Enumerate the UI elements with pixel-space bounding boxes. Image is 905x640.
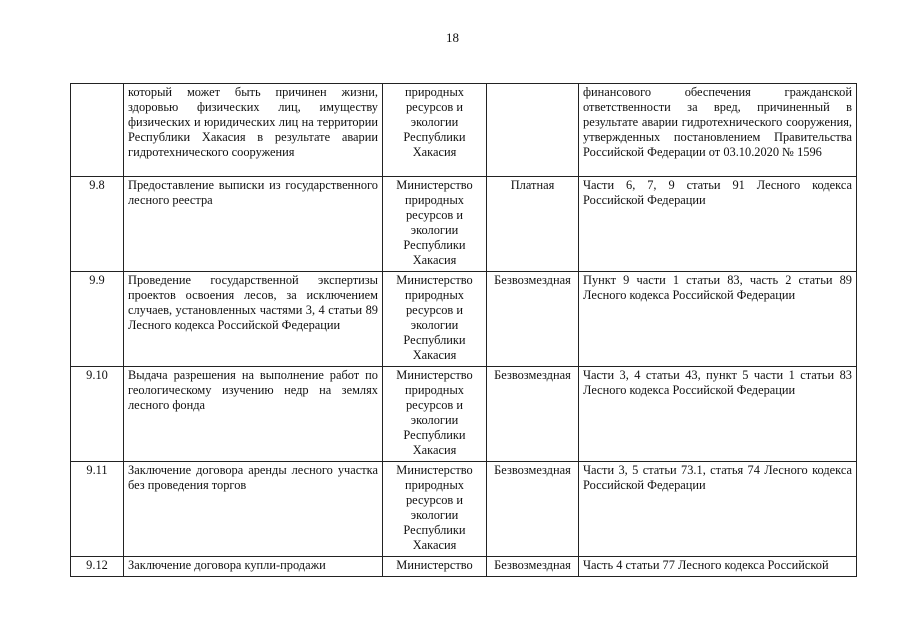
row-number-text: 9.12 (86, 558, 108, 572)
page-number: 18 (446, 30, 459, 45)
fee-type: Безвозмездная (487, 367, 579, 462)
table-row (71, 84, 857, 177)
table-row (71, 462, 857, 557)
row-number (71, 557, 124, 577)
services-table (70, 83, 857, 577)
fee-type: Платная (487, 177, 579, 272)
fee-type (487, 557, 579, 577)
row-number: 9.10 (71, 367, 124, 462)
table-row (71, 177, 857, 272)
table-row (71, 272, 857, 367)
row-number: 9.8 (71, 177, 124, 272)
legal-basis-text: Часть 4 статьи 77 Лесного кодекса Российской (583, 558, 829, 572)
fee-type: Безвозмездная (487, 462, 579, 557)
service-name: Проведение государственной экспертизы проектов освоения лесов, за исключением случаев, установленных частями 3, 4 статьи 89 Лесного кодекса Российской Федерации (124, 272, 383, 367)
service-name: Заключение договора аренды лесного участка без проведения торгов (124, 462, 383, 557)
authority-name: Министерство природных ресурсов и экологии Республики Хакасия (383, 367, 487, 462)
authority-name: Министерство природных ресурсов и экологии Республики Хакасия (383, 462, 487, 557)
legal-basis: Пункт 9 части 1 статьи 83, часть 2 статьи 89 Лесного кодекса Российской Федерации (579, 272, 857, 367)
service-name: который может быть причинен жизни, здоровью физических лиц, имуществу физических и юридических лиц на территории Республики Хакасия в результате аварии гидротехнического сооружения (124, 84, 383, 177)
service-name-text: Заключение договора купли-продажи (128, 558, 326, 572)
service-name (124, 557, 383, 577)
table-row (71, 367, 857, 462)
authority-name-text: Министерство (396, 558, 473, 572)
service-name: Предоставление выписки из государственного лесного реестра (124, 177, 383, 272)
fee-type-text: Безвозмездная (494, 558, 571, 572)
service-name: Выдача разрешения на выполнение работ по геологическому изучению недр на землях лесного фонда (124, 367, 383, 462)
fee-type (487, 84, 579, 177)
row-number: 9.9 (71, 272, 124, 367)
table-row (71, 557, 857, 577)
fee-type: Безвозмездная (487, 272, 579, 367)
row-number: 9.11 (71, 462, 124, 557)
row-number (71, 84, 124, 177)
authority-name (383, 557, 487, 577)
legal-basis: Части 3, 5 статьи 73.1, статья 74 Лесного кодекса Российской Федерации (579, 462, 857, 557)
authority-name: природных ресурсов и экологии Республики Хакасия (383, 84, 487, 177)
legal-basis: финансового обеспечения гражданской ответственности за вред, причиненный в результате аварии гидротехнического сооружения, утвержденных постановлением Правительства Российской Федерации от 03.10.2020 № 1596 (579, 84, 857, 177)
legal-basis (579, 557, 857, 577)
legal-basis: Части 3, 4 статьи 43, пункт 5 части 1 статьи 83 Лесного кодекса Российской Федерации (579, 367, 857, 462)
authority-name: Министерство природных ресурсов и экологии Республики Хакасия (383, 272, 487, 367)
authority-name: Министерство природных ресурсов и экологии Республики Хакасия (383, 177, 487, 272)
legal-basis: Части 6, 7, 9 статьи 91 Лесного кодекса Российской Федерации (579, 177, 857, 272)
